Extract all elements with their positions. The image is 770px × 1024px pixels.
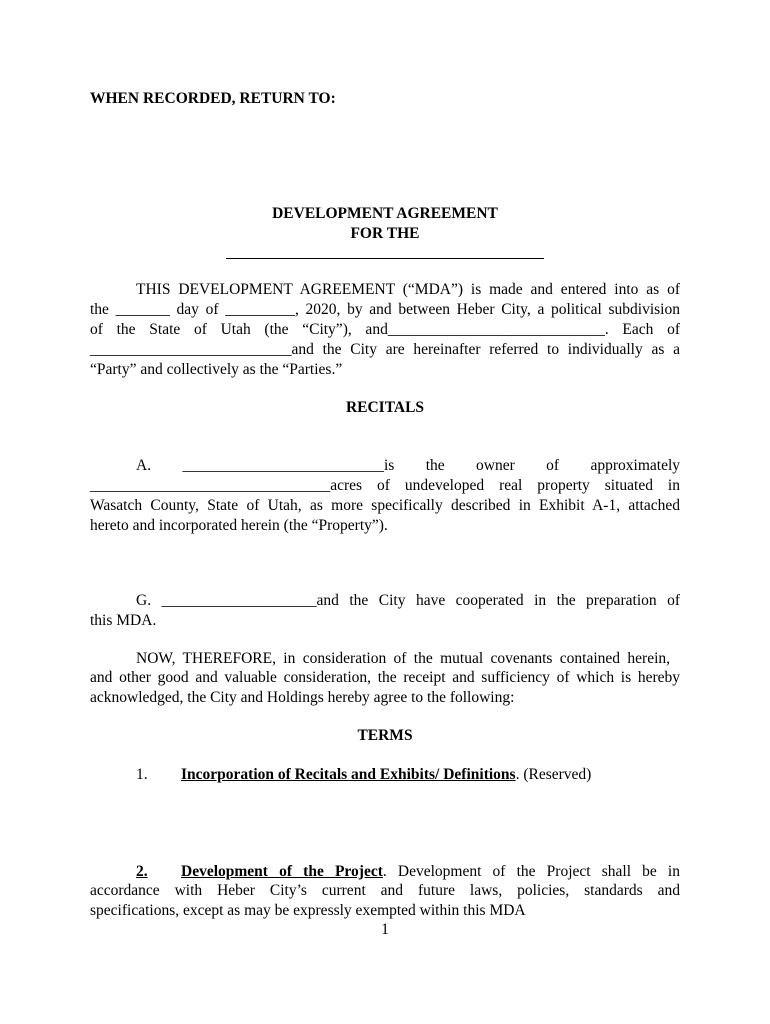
- section-2-line-3: specifications, except as may be expressly exempted within this MDA: [90, 902, 526, 919]
- recital-a-line-2: _______________________________acres of undeveloped real property situated in: [90, 477, 680, 494]
- intro-line-3: of the State of Utah (the “City”), and____________________________. Each of: [90, 321, 680, 338]
- recital-g-line-1: G. ____________________and the City have cooperated in the preparation of: [136, 592, 680, 609]
- section-2-number: 2.: [136, 863, 148, 880]
- recital-a-line-3: Wasatch County, State of Utah, as more specifically described in Exhibit A-1, attached: [90, 497, 680, 514]
- intro-line-4: __________________________and the City are hereinafter referred to individually as a: [90, 341, 680, 358]
- document-title: DEVELOPMENT AGREEMENT: [272, 205, 498, 222]
- title-blank-line: [226, 258, 544, 259]
- section-2-heading: [181, 862, 680, 882]
- section-2-title: Development of the Project: [181, 863, 383, 880]
- section-1-rest: . (Reserved): [515, 766, 592, 783]
- now-therefore-line-1: NOW, THEREFORE, in consideration of the mutual covenants contained herein,: [136, 650, 670, 667]
- page-number: 1: [381, 921, 389, 938]
- section-1-number: 1.: [136, 766, 148, 783]
- now-therefore-line-3: acknowledged, the City and Holdings hereby agree to the following:: [90, 689, 515, 706]
- section-2-line-2: accordance with Heber City’s current and future laws, policies, standards and: [90, 882, 680, 899]
- intro-line-5: “Party” and collectively as the “Parties.”: [90, 361, 343, 378]
- recital-a-line-4: hereto and incorporated herein (the “Property”).: [90, 517, 388, 534]
- document-subtitle: FOR THE: [350, 225, 420, 242]
- section-2-rest: . Development of the Project shall be in: [382, 863, 680, 880]
- recital-a-line-1: A. __________________________is the owner of approximately: [136, 457, 680, 474]
- section-1-heading: [181, 765, 591, 785]
- intro-line-1: THIS DEVELOPMENT AGREEMENT (“MDA”) is made and entered into as of: [136, 281, 680, 298]
- recording-header: WHEN RECORDED, RETURN TO:: [90, 90, 336, 107]
- section-1-title: Incorporation of Recitals and Exhibits/ Definitions: [181, 766, 516, 783]
- recital-g-line-2: this MDA.: [90, 612, 157, 629]
- now-therefore-line-2: and other good and valuable consideration, the receipt and sufficiency of which is hereby: [90, 669, 680, 686]
- recitals-heading: RECITALS: [345, 399, 425, 416]
- intro-line-2: the _______ day of _________, 2020, by and between Heber City, a political subdivision: [90, 301, 680, 318]
- terms-heading: TERMS: [357, 727, 413, 744]
